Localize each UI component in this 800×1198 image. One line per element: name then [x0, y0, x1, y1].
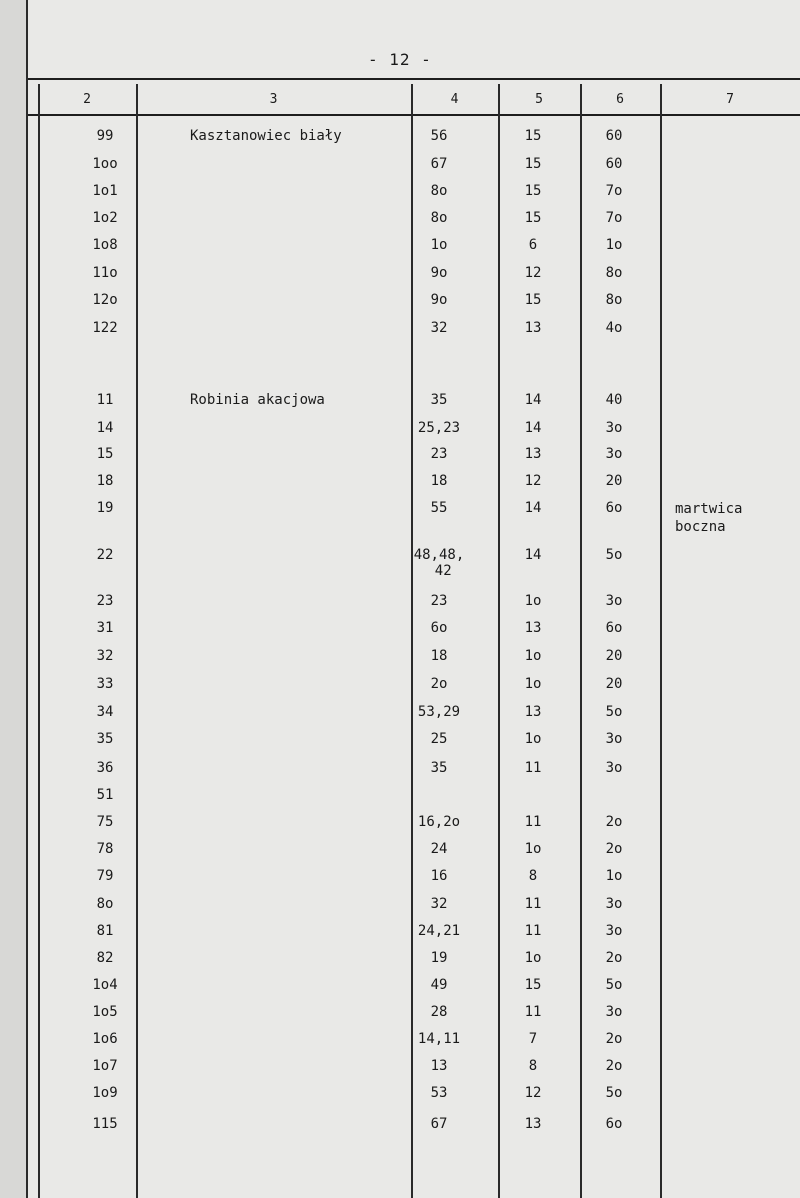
table-cell-col6: 8o [605, 265, 623, 281]
table-cell-col5: 15 [524, 210, 542, 226]
table-cell-col4: 1o [430, 237, 448, 253]
column-header: 5 [535, 92, 543, 107]
table-cell-col4: 16,2o [417, 814, 461, 830]
table-cell-col2: 99 [96, 128, 114, 144]
table-cell-col5: 1o [524, 950, 542, 966]
table-cell-col5: 11 [524, 760, 542, 776]
table-cell-col5: 14 [524, 420, 542, 436]
column-divider [660, 84, 662, 1198]
table-cell-col3: Kasztanowiec biały [190, 128, 342, 144]
table-cell-col5: 6 [528, 237, 538, 253]
table-cell-col4: 24 [430, 841, 448, 857]
table-cell-col2: 1o9 [92, 1085, 118, 1101]
table-cell-col4: 67 [430, 1116, 448, 1132]
table-cell-col6: 20 [605, 648, 623, 664]
column-divider [38, 84, 40, 1198]
table-cell-col2: 32 [96, 648, 114, 664]
table-cell-col4: 13 [430, 1058, 448, 1074]
table-cell-col5: 14 [524, 500, 542, 516]
column-header: 3 [269, 92, 278, 107]
table-cell-col5: 11 [524, 896, 542, 912]
table-cell-col5: 13 [524, 320, 542, 336]
table-cell-col4: 16 [430, 868, 448, 884]
table-cell-col6: 20 [605, 676, 623, 692]
table-cell-col2: 51 [96, 787, 114, 803]
table-cell-col6: 3o [605, 420, 623, 436]
table-cell-col6: 3o [605, 446, 623, 462]
table-cell-col6: 3o [605, 731, 623, 747]
table-cell-col5: 1o [524, 731, 542, 747]
table-cell-col6: 8o [605, 292, 623, 308]
table-cell-col2: 1o5 [92, 1004, 118, 1020]
table-cell-col4: 6o [430, 620, 448, 636]
table-cell-col2: 1o4 [92, 977, 118, 993]
column-header: 2 [83, 92, 91, 107]
table-cell-col2: 23 [96, 593, 114, 609]
table-cell-col6: 7o [605, 183, 623, 199]
table-cell-col6: 1o [605, 237, 623, 253]
table-cell-col4: 35 [430, 760, 448, 776]
table-cell-col3: Robinia akacjowa [190, 392, 325, 408]
table-cell-col5: 1o [524, 648, 542, 664]
table-cell-col4: 18 [430, 648, 448, 664]
table-cell-col6: 3o [605, 896, 623, 912]
table-cell-col4: 35 [430, 392, 448, 408]
table-cell-col6: 6o [605, 1116, 623, 1132]
page-number: - 12 - [368, 50, 432, 69]
table-cell-col2: 1o6 [92, 1031, 118, 1047]
table-cell-col2: 34 [96, 704, 114, 720]
table-cell-col6: 2o [605, 1058, 623, 1074]
table-cell-col5: 7 [528, 1031, 538, 1047]
table-cell-col6: 7o [605, 210, 623, 226]
table-cell-col6: 5o [605, 547, 623, 563]
table-cell-col5: 11 [524, 923, 542, 939]
table-cell-col5: 15 [524, 183, 542, 199]
table-cell-col5: 12 [524, 1085, 542, 1101]
table-cell-col5: 11 [524, 814, 542, 830]
column-header: 4 [450, 92, 459, 107]
table-cell-col2: 12o [92, 292, 118, 308]
table-cell-col2: 79 [96, 868, 114, 884]
table-cell-col5: 12 [524, 265, 542, 281]
table-cell-col5: 14 [524, 547, 542, 563]
table-cell-col7: martwica boczna [675, 501, 743, 535]
column-header: 6 [616, 92, 624, 107]
table-cell-col6: 40 [605, 392, 623, 408]
table-cell-col4: 28 [430, 1004, 448, 1020]
table-cell-col2: 115 [92, 1116, 118, 1132]
table-cell-col5: 15 [524, 977, 542, 993]
table-cell-col6: 2o [605, 1031, 623, 1047]
header-bottom-rule [28, 114, 800, 116]
table-cell-col2: 1oo [92, 156, 118, 172]
table-cell-col2: 35 [96, 731, 114, 747]
table-cell-col4: 8o [430, 210, 448, 226]
table-cell-col6: 2o [605, 814, 623, 830]
table-cell-col2: 14 [96, 420, 114, 436]
table-cell-col6: 3o [605, 1004, 623, 1020]
column-header: 7 [726, 92, 734, 107]
table-cell-col5: 15 [524, 292, 542, 308]
table-cell-col6: 3o [605, 923, 623, 939]
table-cell-col5: 14 [524, 392, 542, 408]
table-cell-col5: 8 [528, 868, 538, 884]
table-cell-col6: 2o [605, 841, 623, 857]
table-cell-col2: 8o [96, 896, 114, 912]
table-cell-col4: 23 [430, 593, 448, 609]
table-cell-col4: 49 [430, 977, 448, 993]
table-cell-col2: 15 [96, 446, 114, 462]
table-cell-col6: 5o [605, 977, 623, 993]
table-cell-col4: 55 [430, 500, 448, 516]
table-cell-col2: 1o8 [92, 237, 118, 253]
table-cell-col4: 67 [430, 156, 448, 172]
table-cell-col6: 3o [605, 593, 623, 609]
table-cell-col5: 11 [524, 1004, 542, 1020]
table-cell-col6: 60 [605, 128, 623, 144]
table-cell-col2: 11o [92, 265, 118, 281]
table-cell-col4: 25 [430, 731, 448, 747]
table-cell-col6: 60 [605, 156, 623, 172]
table-cell-col2: 75 [96, 814, 114, 830]
table-cell-col5: 13 [524, 446, 542, 462]
table-cell-col4: 2o [430, 676, 448, 692]
table-cell-col4: 19 [430, 950, 448, 966]
table-cell-col5: 15 [524, 128, 542, 144]
table-cell-col2: 81 [96, 923, 114, 939]
table-cell-col2: 19 [96, 500, 114, 516]
table-cell-col4: 32 [430, 896, 448, 912]
table-cell-col6: 5o [605, 704, 623, 720]
table-top-rule [28, 78, 800, 80]
table-cell-col4: 9o [430, 265, 448, 281]
table-cell-col2: 122 [92, 320, 118, 336]
table-cell-col4: 56 [430, 128, 448, 144]
table-cell-col2: 18 [96, 473, 114, 489]
table-cell-col4: 25,23 [417, 420, 461, 436]
table-cell-col6: 4o [605, 320, 623, 336]
table-cell-col4: 24,21 [417, 923, 461, 939]
table-cell-col2: 1o2 [92, 210, 118, 226]
table-cell-col6: 6o [605, 620, 623, 636]
table-cell-col2: 22 [96, 547, 114, 563]
table-cell-col4: 8o [430, 183, 448, 199]
table-cell-col6: 2o [605, 950, 623, 966]
table-cell-col2: 78 [96, 841, 114, 857]
table-cell-col5: 12 [524, 473, 542, 489]
table-cell-col2: 33 [96, 676, 114, 692]
table-cell-col2: 1o1 [92, 183, 118, 199]
table-cell-col6: 3o [605, 760, 623, 776]
table-cell-col4: 23 [430, 446, 448, 462]
table-cell-col4: 9o [430, 292, 448, 308]
table-cell-col4: 53 [430, 1085, 448, 1101]
table-cell-col6: 20 [605, 473, 623, 489]
table-cell-col4: 53,29 [417, 704, 461, 720]
table-cell-col4: 14,11 [417, 1031, 461, 1047]
page-edge [0, 0, 28, 1198]
table-cell-col5: 8 [528, 1058, 538, 1074]
table-cell-col4: 32 [430, 320, 448, 336]
table-cell-col2: 31 [96, 620, 114, 636]
table-cell-col5: 13 [524, 620, 542, 636]
table-cell-col2: 82 [96, 950, 114, 966]
table-cell-col6: 1o [605, 868, 623, 884]
table-cell-col5: 13 [524, 704, 542, 720]
table-cell-col2: 11 [96, 392, 114, 408]
table-cell-col2: 1o7 [92, 1058, 118, 1074]
table-cell-col2: 36 [96, 760, 114, 776]
table-cell-col6: 5o [605, 1085, 623, 1101]
table-cell-col5: 1o [524, 593, 542, 609]
table-cell-col5: 15 [524, 156, 542, 172]
table-cell-col4: 48,48, 42 [413, 547, 465, 579]
table-cell-col6: 6o [605, 500, 623, 516]
table-cell-col4: 18 [430, 473, 448, 489]
table-cell-col5: 1o [524, 676, 542, 692]
table-cell-col5: 1o [524, 841, 542, 857]
table-cell-col5: 13 [524, 1116, 542, 1132]
